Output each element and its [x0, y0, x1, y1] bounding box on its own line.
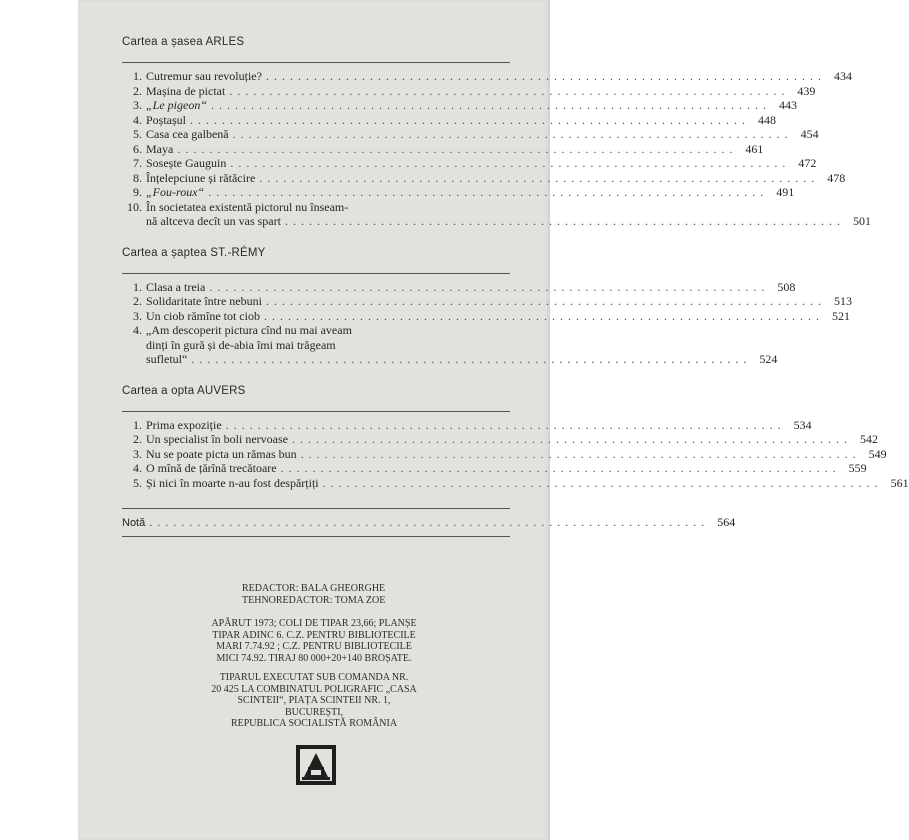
leader-dots — [259, 171, 815, 186]
nota-entry: Notă . . . 564 — [122, 515, 510, 530]
section-title: Cartea a șaptea ST.-RÉMY — [122, 246, 266, 259]
leader-dots — [281, 461, 837, 476]
leader-dots — [209, 280, 765, 295]
nota-bottom-divider — [122, 536, 510, 537]
entry-list — [122, 279, 852, 367]
leader-dots — [266, 294, 822, 309]
list-item: 2. Solidaritate între nebuni . . . 513 — [122, 294, 510, 309]
leader-dots — [285, 214, 841, 229]
entry-list — [122, 69, 871, 229]
list-item: 10. În societatea existentă pictorul nu înseam- nă altceva decît un vas spart . . . 501 — [122, 200, 510, 229]
table-of-contents — [122, 36, 909, 537]
list-item: 3. Nu se poate picta un rămas bun . . . 549 — [122, 447, 510, 462]
list-item: 1. Prima expoziție . . . 534 — [122, 418, 510, 433]
book-page — [78, 0, 909, 840]
list-item: 3. Un ciob rămîne tot ciob . . . 521 — [122, 309, 510, 324]
list-item: 6. Maya . . . 461 — [122, 142, 510, 157]
leader-dots — [229, 84, 785, 99]
print-info: APĂRUT 1973; COLI DE TIPAR 23,66; PLANȘE TIPAR ADINC 6. C.Z. PENTRU BIBLIOTECILE MARI 7.74.92 ; C.Z. PENTRU BIBLIOTECILE MICI 74.92. TIRAJ 80 000+20+140 BROȘATE. — [211, 618, 417, 664]
list-item: 7. Sosește Gauguin . . . 472 — [122, 156, 510, 171]
leader-dots — [266, 69, 822, 84]
editor-credits: REDACTOR: BALA GHEORGHE TEHNOREDACTOR: TOMA ZOE — [242, 583, 386, 606]
nota-divider — [122, 508, 510, 509]
leader-dots — [208, 185, 764, 200]
toc-section-arles — [122, 36, 871, 229]
leader-dots — [149, 515, 705, 530]
section-title: Cartea a opta AUVERS — [122, 384, 246, 397]
section-divider — [122, 411, 510, 412]
entry-list — [122, 417, 909, 491]
leader-dots — [301, 447, 857, 462]
colophon — [118, 583, 510, 738]
list-item: 9. „Fou-roux“ . . . 491 — [122, 185, 510, 200]
list-item: 8. Înțelepciune și rătăcire . . . 478 — [122, 171, 510, 186]
list-item: 5. Casa cea galbenă . . . 454 — [122, 127, 510, 142]
list-item: 2. Mașina de pictat . . . 439 — [122, 84, 510, 99]
list-item: 2. Un specialist în boli nervoase . . . 542 — [122, 432, 510, 447]
leader-dots — [191, 352, 747, 367]
list-item: 4. Poștașul . . . 448 — [122, 113, 510, 128]
section-divider — [122, 62, 510, 63]
leader-dots — [230, 156, 786, 171]
list-item: 4. „Am descoperit pictura cînd nu mai aveam dinți în gură și de-abia îmi mai trăgeam sufletul“ . . . 524 — [122, 323, 510, 367]
list-item: 4. O mînă de țărînă trecătoare . . . 559 — [122, 461, 510, 476]
list-item: 5. Și nici în moarte n-au fost despărțiți . . . 561 — [122, 476, 510, 491]
leader-dots — [177, 142, 733, 157]
list-item: 3. „Le pigeon“ . . . 443 — [122, 98, 510, 113]
toc-section-st-remy — [122, 246, 852, 367]
leader-dots — [226, 418, 782, 433]
section-title: Cartea a șasea ARLES — [122, 36, 245, 48]
section-divider — [122, 273, 510, 274]
printer-info: TIPARUL EXECUTAT SUB COMANDA NR. 20 425 LA COMBINATUL POLIGRAFIC „CASA SCINTEII“, PIAȚA SCINTEII NR. 1, BUCUREȘTI, REPUBLICA SOCIALISTĂ ROMÂNIA — [211, 672, 417, 729]
toc-section-auvers — [122, 384, 909, 491]
leader-dots — [323, 476, 879, 491]
leader-dots — [233, 127, 789, 142]
leader-dots — [211, 98, 767, 113]
leader-dots — [292, 432, 848, 447]
list-item: 1. Cutremur sau revoluție? . . . 434 — [122, 69, 510, 84]
list-item: 1. Clasa a treia . . . 508 — [122, 280, 510, 295]
printer-emblem-icon — [292, 743, 340, 787]
leader-dots — [264, 309, 820, 324]
leader-dots — [190, 113, 746, 128]
